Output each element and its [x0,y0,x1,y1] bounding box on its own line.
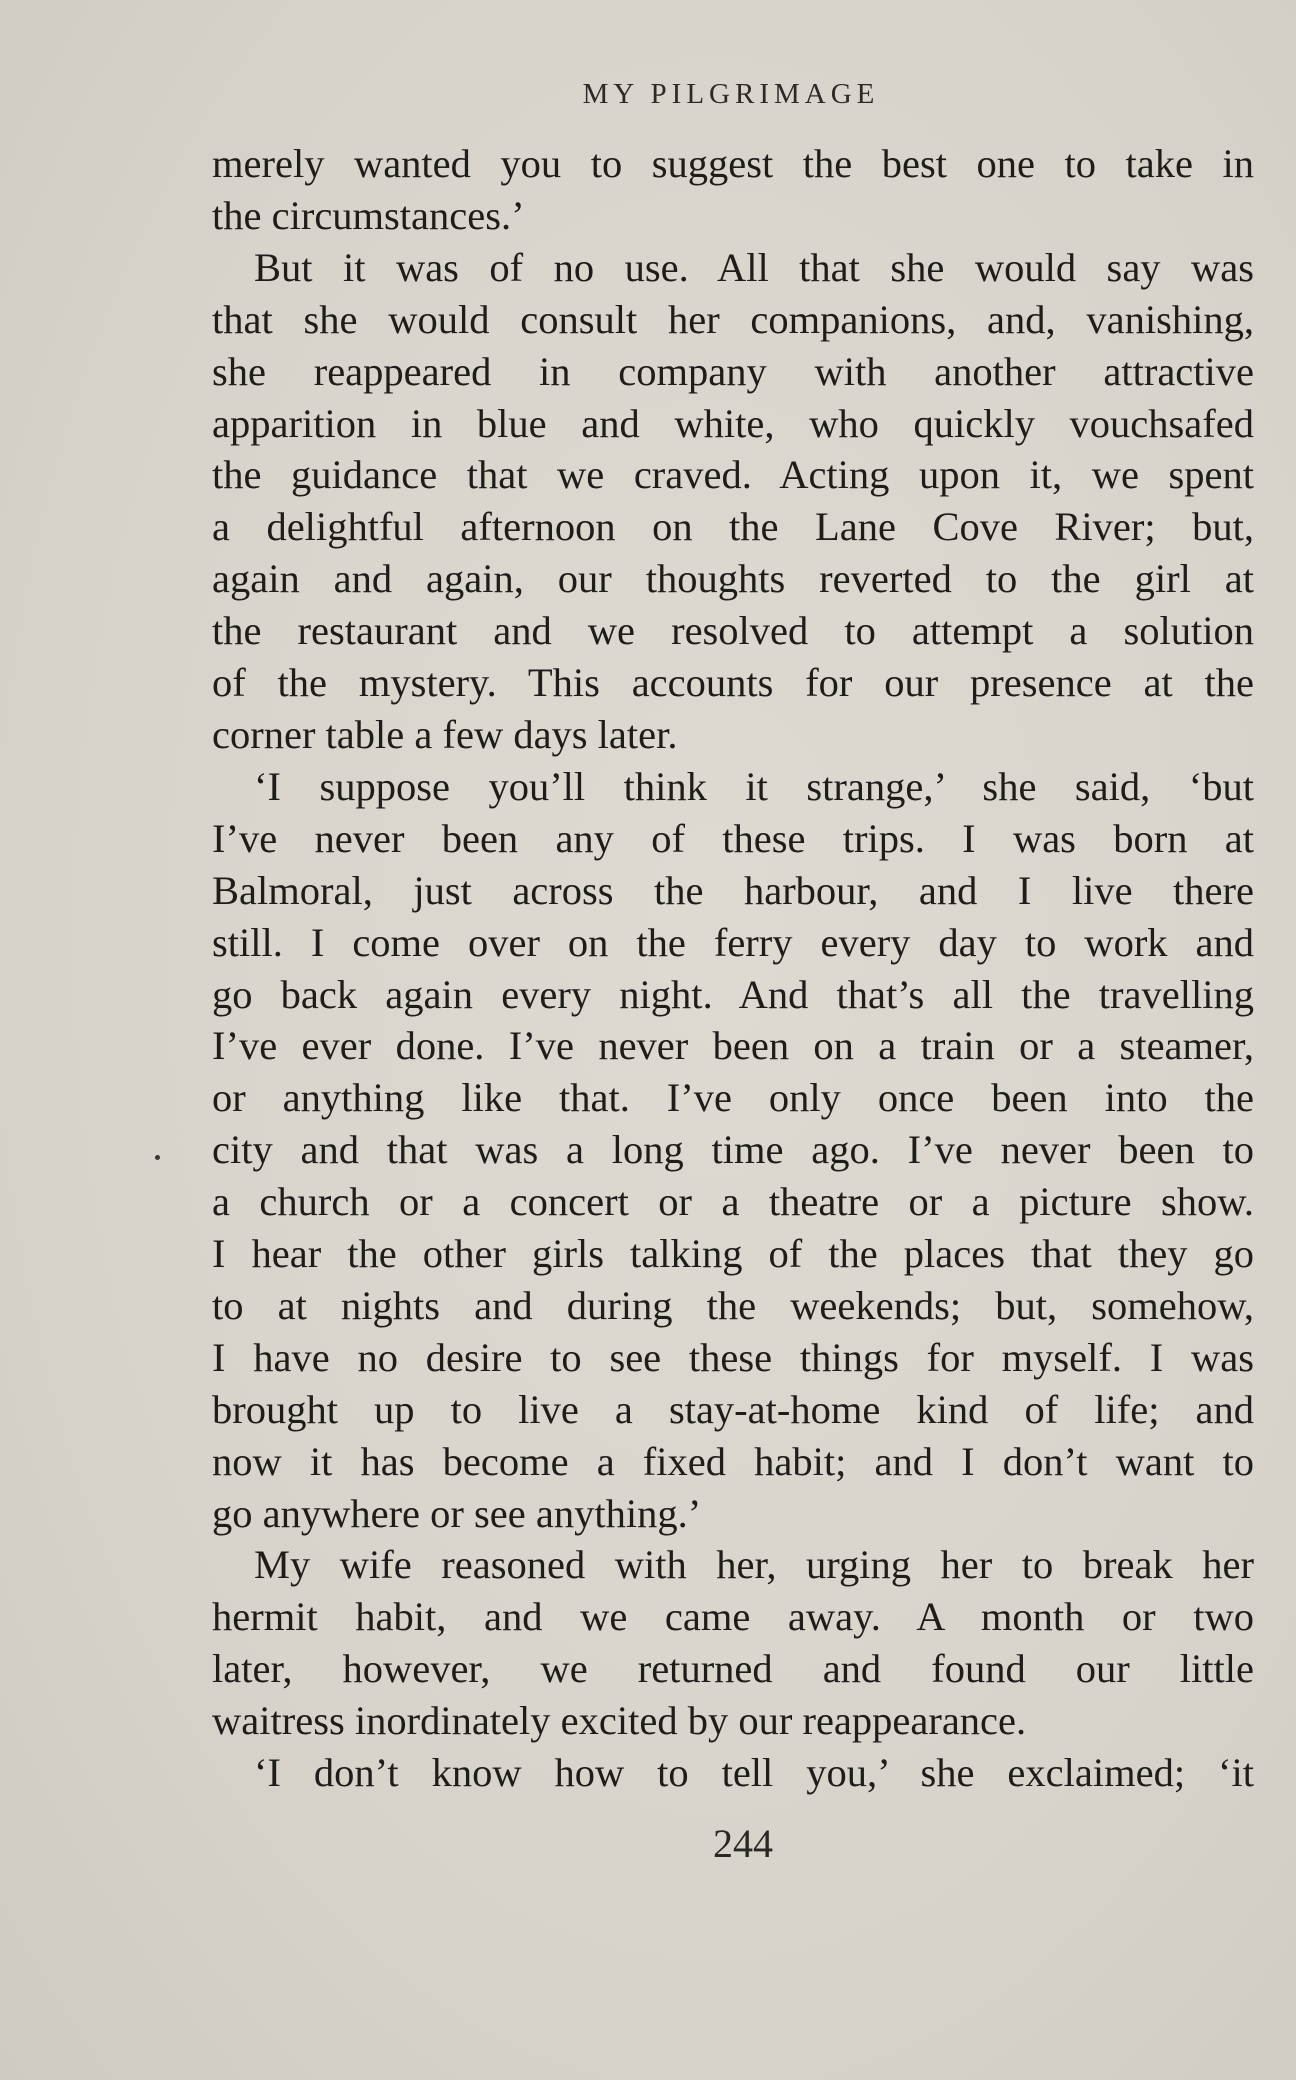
text-line: I have no desire to see these things for myself. I was [212,1334,1254,1380]
text-line: the restaurant and we resolved to attempt a solution [212,608,1254,654]
text-line: corner table a few days later. [212,711,678,757]
text-line: of the mystery. This accounts for our presence at the [212,660,1254,706]
text-line: that she would consult her companions, and, vanishing, [212,296,1254,342]
text-line: merely wanted you to suggest the best one to take in [212,141,1254,186]
text-line: But it was of no use. All that she would say was [254,244,1254,290]
text-line: still. I come over on the ferry every day to work and [212,919,1254,965]
text-line: I hear the other girls talking of the places that they go [212,1231,1254,1277]
text-line: ‘I suppose you’ll think it strange,’ she said, ‘but [254,763,1254,809]
text-line: city and that was a long time ago. I’ve never been to [212,1127,1254,1173]
running-head: MY PILGRIMAGE [582,78,880,110]
text-line: the guidance that we craved. Acting upon it, we spent [212,452,1254,498]
text-line: later, however, we returned and found our little [212,1646,1254,1692]
text-line: brought up to live a stay-at-home kind of life; and [212,1386,1254,1432]
text-line: ‘I don’t know how to tell you,’ she exclaimed; ‘it [254,1750,1254,1796]
margin-mark [155,1155,160,1160]
body-text [212,138,1254,1799]
text-line: apparition in blue and white, who quickly vouchsafed [212,400,1254,446]
text-line: hermit habit, and we came away. A month or two [212,1594,1254,1640]
text-line: to at nights and during the weekends; but, somehow, [212,1282,1254,1328]
text-line: Balmoral, just across the harbour, and I live there [212,867,1254,913]
text-line: I’ve never been any of these trips. I was born at [212,815,1254,861]
text-line: go anywhere or see anything.’ [212,1490,702,1536]
text-line: or anything like that. I’ve only once been into the [212,1075,1254,1121]
text-line: the circumstances.’ [212,192,525,238]
page-number: 244 [713,1821,773,1866]
text-line: waitress inordinately excited by our reappearance. [212,1698,1027,1744]
text-line: now it has become a fixed habit; and I don’t want to [212,1438,1254,1484]
text-line: My wife reasoned with her, urging her to break her [254,1542,1254,1588]
text-line: a delightful afternoon on the Lane Cove River; but, [212,504,1254,550]
text-line: a church or a concert or a theatre or a picture show. [212,1179,1254,1225]
text-line: she reappeared in company with another attractive [212,348,1254,394]
text-line: I’ve ever done. I’ve never been on a train or a steamer, [212,1023,1254,1069]
text-line: go back again every night. And that’s all the travelling [212,971,1254,1017]
text-line: again and again, our thoughts reverted to the girl at [212,556,1254,602]
